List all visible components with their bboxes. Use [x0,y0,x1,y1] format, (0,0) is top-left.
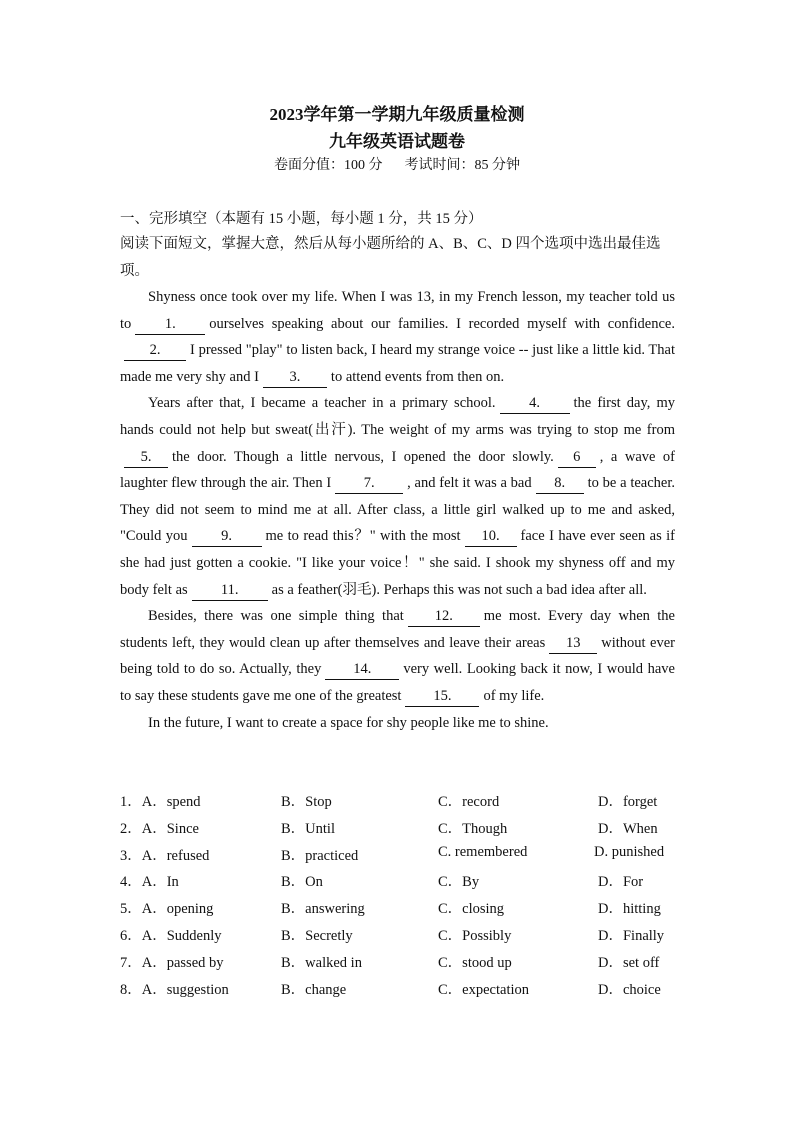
exam-subtitle: 九年级英语试题卷 [329,132,465,151]
passage-text: Years after that, I became a teacher in a primary school. [148,395,496,412]
option-d: D．forget [598,794,658,810]
option-d: D．set off [598,954,660,971]
option-b: B．change [281,981,347,998]
option-c: C．record [438,794,500,810]
option-d: D．Finally [598,927,665,944]
option-b: B．answering [281,901,365,918]
option-a: 3．A．refused [120,847,210,864]
option-b: B．On [281,874,323,891]
passage-text: to attend events from then on. [330,368,505,385]
option-d: D．When [598,820,658,837]
blank-15: 15. [405,687,479,707]
blank-1: 1. [135,315,205,335]
answer-options [120,790,680,1004]
option-a: 1．A．spend [120,794,201,810]
option-c: C．By [438,874,480,891]
passage-text: the door. Though a little nervous, I opened the door slowly. [172,448,554,465]
passage-text: , and felt it was a bad [407,475,532,492]
passage-text: of my life. [483,687,545,704]
option-b: B．Stop [281,794,332,810]
option-row-6 [120,924,680,951]
passage-text: me to read this？" with the most [265,528,461,545]
passage-text: me most. Every day when the students left, they would clean up after themselves and leave their areas [120,608,675,651]
option-a: 5．A．opening [120,901,214,918]
blank-7: 7. [335,474,403,494]
option-a: 4．A．In [120,874,179,891]
option-row-4 [120,870,680,897]
time-label: 考试时间：85 分钟 [404,158,520,173]
blank-5: 5. [124,448,168,468]
exam-info [0,154,794,174]
option-d: D. punished [594,843,665,860]
option-row-2 [120,817,680,844]
passage-text: ourselves speaking about our families. I recorded myself with confidence. [209,315,675,332]
option-b: B．Until [281,820,335,837]
option-c: C．Possibly [438,927,512,944]
blank-12: 12. [408,607,480,627]
blank-6: 6 [558,448,596,468]
passage-text: face I have ever seen as if she had just gotten a cookie. "I like your voice！" she said. I shook my shyness off and my body felt as [120,528,675,598]
blank-2: 2. [124,341,186,361]
paragraph-1 [120,284,675,390]
blank-9: 9. [192,527,262,547]
blank-4: 4. [500,394,570,414]
option-c: C．Though [438,820,508,837]
blank-10: 10. [465,527,517,547]
passage-text: the first day, my hands could not help but sweat(出汗). The weight of my arms was trying to stop me from [120,395,675,438]
cloze-passage [120,284,675,736]
blank-14: 14. [325,660,399,680]
blank-8: 8. [536,474,584,494]
passage-text: very well. Looking back it now, I would have to say these students gave me one of the greatest [120,661,675,704]
blank-3: 3. [263,368,327,388]
option-row-7 [120,951,680,978]
option-a: 7．A．passed by [120,954,224,971]
passage-text: Besides, there was one simple thing that [148,608,404,625]
option-row-1 [120,790,680,817]
option-a: 6．A．Suddenly [120,927,222,944]
paragraph-4: In the future, I want to create a space for shy people like me to shine. [148,714,549,731]
passage-text: to be a teacher. They did not seem to mind me at all. After class, a little girl walked up to me and asked, "Could you [120,475,675,545]
option-b: B．walked in [281,954,362,971]
paragraph-2 [120,390,675,603]
option-c: C. remembered [438,843,528,860]
option-d: D．choice [598,981,661,998]
passage-text: Shyness once took over my life. When I was 13, in my French lesson, my teacher told us to [120,289,675,332]
option-row-3 [120,844,680,871]
section-instruction: 阅读下面短文，掌握大意，然后从每小题所给的 A、B、C、D 四个选项中选出最佳选项。 [120,236,661,279]
passage-text: as a feather(羽毛). Perhaps this was not such a bad idea after all. [271,581,647,598]
option-b: B．Secretly [281,927,353,944]
passage-text: , a wave of laughter flew through the air. Then I [120,448,676,492]
score-label: 卷面分值：100 分 [274,158,383,173]
passage-text: I pressed "play" to listen back, I heard my strange voice -- just like a little kid. That made me very shy and I [120,342,675,385]
passage-text: without ever being told to do so. Actually, they [120,634,675,678]
exam-title: 2023学年第一学期九年级质量检测 [269,105,525,124]
option-c: C．closing [438,901,505,918]
section-heading: 一、完形填空（本题有 15 小题，每小题 1 分，共 15 分） [120,211,483,227]
option-c: C．stood up [438,954,512,971]
option-b: B．practiced [281,847,359,864]
paragraph-3 [120,603,675,709]
option-a: 2．A．Since [120,820,199,837]
option-row-8 [120,978,680,1005]
option-c: C．expectation [438,981,530,998]
blank-13: 13 [549,634,597,654]
option-a: 8．A．suggestion [120,981,229,998]
option-d: D．For [598,874,644,891]
option-d: D．hitting [598,901,661,918]
blank-11: 11. [192,581,268,601]
option-row-5 [120,897,680,924]
